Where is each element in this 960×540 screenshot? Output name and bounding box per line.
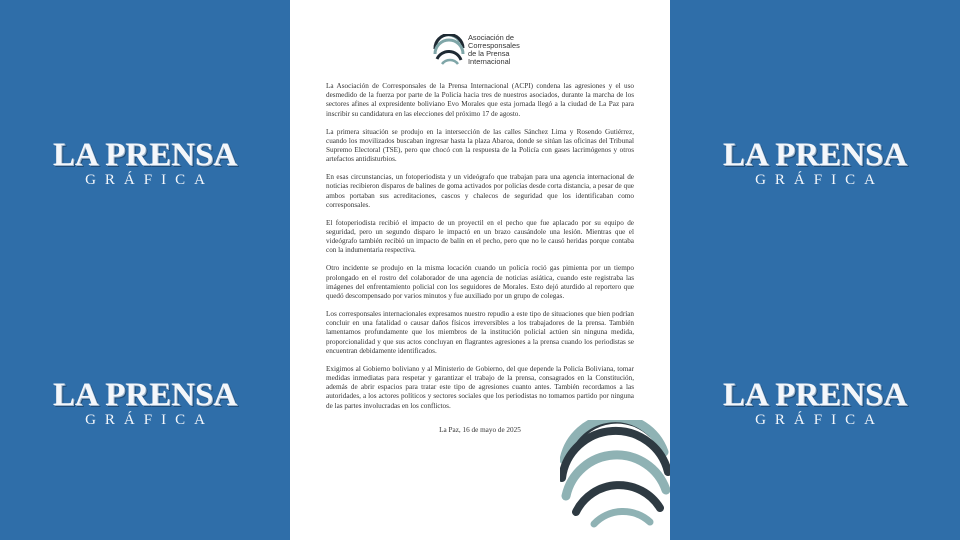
- watermark-subtitle: GRÁFICA: [755, 172, 884, 188]
- watermark-logo: [0, 138, 290, 188]
- paragraph: En esas circunstancias, un fotoperiodista y un videógrafo que trabajan para una agencia internacional de noticias recibieron disparos de balines de goma activados por policías desde corta distancia, a pesar de que ambos portaban sus acreditaciones, cascos y chalecos de seguridad que los identificaban como corresponsales.: [326, 173, 634, 209]
- paragraph: Los corresponsales internacionales expresamos nuestro repudio a este tipo de situaciones que bien podrían concluir en una fatalidad o causar daños físicos irreversibles a los trabajadores de la prensa. También lamentamos profundamente que los miembros de la institución policial actúen sin ninguna medida, proporcionalidad y que sus actos concluyan en flagrantes agresiones a la prensa cuando los periodistas se encuentran debidamente identificados.: [326, 310, 634, 355]
- watermark-logo: [0, 378, 290, 428]
- watermark-name: LA PRENSA: [722, 137, 908, 173]
- paragraph: Exigimos al Gobierno boliviano y al Ministerio de Gobierno, del que depende la Policía Boliviana, tomar medidas inmediatas para respetar y garantizar el trabajo de la prensa, consagrados en la Constitución, además de abrir espacios para tratar este tipo de agresiones cuanto antes. También recordamos a las autoridades, a los actores políticos y sectores sociales que los periodistas no tomamos partido por ninguna de las partes involucradas en los conflictos.: [326, 364, 634, 410]
- watermark-name: LA PRENSA: [722, 377, 908, 413]
- paragraph: El fotoperiodista recibió el impacto de un proyectil en el pecho que fue aplacado por su equipo de seguridad, pero un segundo disparo le impactó en un brazo causándole una lesión. Mientras que el videógrafo también recibió un impacto de balín en el pecho, pero que no le causó heridas porque contaba con la indumentaria respectiva.: [326, 218, 634, 255]
- large-globe-icon: [560, 420, 670, 532]
- paragraph: Otro incidente se produjo en la misma locación cuando un policía roció gas pimienta por un tiempo prolongado en el rostro del colaborador de una agencia de noticias asiática, cuando este registraba las imágenes del enfrentamiento policial con los seguidores de Morales. Esto dejó aturdido al reportero que quedó descompensado por varios minutos y fue auxiliado por un grupo de colegas.: [326, 264, 634, 301]
- logo-line: Asociación de: [468, 33, 515, 42]
- logo-line: Corresponsales: [468, 41, 520, 50]
- right-watermark-panel: [670, 0, 960, 540]
- paragraph: La primera situación se produjo en la intersección de las calles Sánchez Lima y Rosendo Gutiérrez, cuando los movilizados buscaban ingresar hasta la plaza Abaroa, donde se sitúan las oficinas del Tribunal Supremo Electoral (TSE), pero que chocó con la respuesta de la Policía con gases lacrimógenos y otros artefactos antidisturbios.: [326, 127, 634, 164]
- globe-logo-icon: [432, 34, 466, 68]
- paragraph: La Asociación de Corresponsales de la Prensa Internacional (ACPI) condena las agresiones y el uso desmedido de la fuerza por parte de la Policía hacia tres de nuestros asociados, durante la marcha de los sectores afines al expresidente boliviano Evo Morales que esta jornada llegó a la ciudad de La Paz para inscribir su candidatura en las elecciones del próximo 17 de agosto.: [326, 82, 634, 118]
- watermark-name: LA PRENSA: [52, 137, 238, 173]
- watermark-logo: [670, 378, 960, 428]
- watermark-subtitle: GRÁFICA: [85, 172, 214, 188]
- acpi-logo: [432, 34, 552, 74]
- document-page: [290, 0, 670, 540]
- watermark-subtitle: GRÁFICA: [85, 412, 214, 428]
- document-date: La Paz, 16 de mayo de 2025: [439, 426, 521, 434]
- statement-body: [326, 82, 634, 420]
- logo-text: [468, 34, 520, 66]
- watermark-subtitle: GRÁFICA: [755, 412, 884, 428]
- watermark-name: LA PRENSA: [52, 377, 238, 413]
- watermark-logo: [670, 138, 960, 188]
- logo-line: Internacional: [468, 57, 511, 66]
- logo-line: de la Prensa: [468, 49, 510, 58]
- left-watermark-panel: [0, 0, 290, 540]
